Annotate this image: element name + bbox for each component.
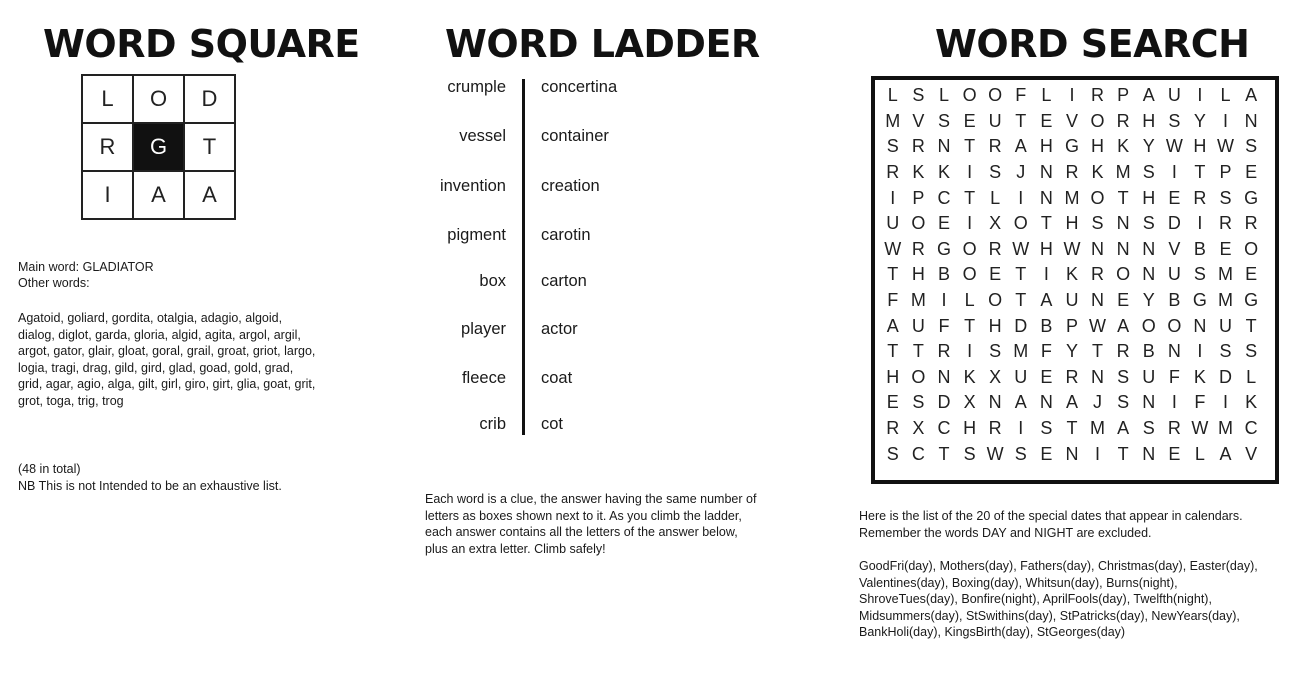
search-letter: A bbox=[1065, 392, 1078, 413]
search-letter: R bbox=[1193, 187, 1207, 208]
search-letter: L bbox=[1194, 443, 1205, 464]
main-word: Main word: GLADIATOR bbox=[18, 260, 154, 274]
search-letter: H bbox=[1193, 136, 1207, 157]
ladder-clue: box bbox=[479, 272, 506, 290]
search-letter: C bbox=[937, 418, 951, 439]
search-letter: N bbox=[937, 366, 951, 387]
search-letter: W bbox=[1217, 136, 1235, 157]
ladder-clue: crib bbox=[479, 415, 506, 433]
search-letter: A bbox=[1142, 85, 1155, 106]
search-letter: O bbox=[911, 213, 926, 234]
words-total: (48 in total) bbox=[18, 462, 81, 476]
search-letter: N bbox=[1193, 315, 1207, 336]
search-letter: H bbox=[1142, 110, 1156, 131]
ladder-answer: cot bbox=[541, 415, 564, 433]
ladder-instructions: Each word is a clue, the answer having the same number of letters as boxes shown next to it. As you climb the ladder, each answer contains all the letters of the answer below, plus an extra letter. Climb safely! bbox=[425, 492, 757, 556]
exhaustive-note: NB This is not Intended to be an exhaustive list. bbox=[18, 479, 282, 493]
search-letter: I bbox=[1018, 187, 1024, 208]
search-letter: N bbox=[1091, 290, 1105, 311]
search-letter: H bbox=[1039, 136, 1053, 157]
search-letter: V bbox=[912, 110, 925, 131]
search-letter: S bbox=[1219, 341, 1232, 362]
search-letter: T bbox=[938, 443, 950, 464]
search-letter: Y bbox=[1065, 341, 1078, 362]
search-letter: M bbox=[1218, 290, 1234, 311]
search-letter: C bbox=[911, 443, 925, 464]
search-letter: D bbox=[1014, 315, 1028, 336]
ladder-row bbox=[380, 78, 680, 102]
ladder-clue: invention bbox=[439, 177, 506, 195]
search-letter: E bbox=[1168, 187, 1181, 208]
search-letter: N bbox=[1142, 264, 1156, 285]
search-letter: N bbox=[1142, 238, 1156, 259]
search-letter: U bbox=[1065, 290, 1079, 311]
ladder-answer: carton bbox=[541, 272, 587, 290]
search-letter: T bbox=[1194, 162, 1206, 183]
search-letter: S bbox=[1091, 213, 1104, 234]
search-letter: I bbox=[1043, 264, 1049, 285]
search-letter: I bbox=[1171, 162, 1177, 183]
word-square-title: WORD SQUARE bbox=[43, 22, 360, 66]
search-letter: A bbox=[1040, 290, 1053, 311]
search-letter: L bbox=[1246, 366, 1257, 387]
search-letter: V bbox=[1245, 443, 1258, 464]
search-letter: M bbox=[1090, 418, 1106, 439]
search-letter: R bbox=[988, 238, 1002, 259]
ladder-row bbox=[380, 415, 680, 439]
word-search-grid bbox=[880, 83, 1275, 467]
search-letter: O bbox=[1141, 315, 1156, 336]
search-letter: E bbox=[1245, 264, 1258, 285]
search-letter: E bbox=[989, 264, 1002, 285]
search-letter: R bbox=[1116, 110, 1130, 131]
search-letter: A bbox=[1014, 392, 1027, 413]
search-letter: T bbox=[887, 341, 899, 362]
search-letter: D bbox=[1167, 213, 1181, 234]
search-letter: O bbox=[962, 264, 977, 285]
word-square-grid bbox=[81, 74, 236, 220]
search-letter: S bbox=[1219, 187, 1232, 208]
search-letter: M bbox=[1013, 341, 1029, 362]
search-letter: R bbox=[1091, 85, 1105, 106]
search-letter: S bbox=[886, 136, 899, 157]
search-letter: O bbox=[962, 85, 977, 106]
ladder-clue: crumple bbox=[447, 78, 506, 96]
search-letter: S bbox=[886, 443, 899, 464]
search-letter: N bbox=[1091, 366, 1105, 387]
square-cell: G bbox=[133, 123, 184, 171]
ladder-row bbox=[380, 177, 680, 201]
search-letter: K bbox=[963, 366, 976, 387]
search-letter: I bbox=[1223, 392, 1229, 413]
search-letter: I bbox=[967, 341, 973, 362]
search-letter: U bbox=[1167, 85, 1181, 106]
search-letter: O bbox=[1013, 213, 1028, 234]
search-letter: I bbox=[1095, 443, 1101, 464]
search-letter: N bbox=[1142, 392, 1156, 413]
search-letter: A bbox=[1117, 418, 1130, 439]
search-letter: N bbox=[1039, 162, 1053, 183]
search-letter: W bbox=[1165, 136, 1183, 157]
ladder-answer: concertina bbox=[541, 78, 618, 96]
search-letter: J bbox=[1016, 162, 1026, 183]
search-letter: X bbox=[912, 418, 925, 439]
search-letter: F bbox=[938, 315, 950, 336]
search-letter: V bbox=[1168, 238, 1181, 259]
word-search-title: WORD SEARCH bbox=[935, 22, 1250, 66]
search-letter: R bbox=[1116, 341, 1130, 362]
search-letter: R bbox=[911, 136, 925, 157]
search-letter: T bbox=[964, 136, 976, 157]
search-letter: S bbox=[912, 85, 925, 106]
search-letter: T bbox=[1040, 213, 1052, 234]
ladder-row bbox=[380, 320, 680, 344]
search-letter: I bbox=[1197, 341, 1203, 362]
search-letter: G bbox=[1244, 290, 1259, 311]
search-letter: R bbox=[937, 341, 951, 362]
ladder-answer: coat bbox=[541, 369, 573, 387]
search-letter: S bbox=[1142, 418, 1155, 439]
search-letter: E bbox=[1245, 162, 1258, 183]
search-letter: I bbox=[1069, 85, 1075, 106]
search-letter: R bbox=[886, 418, 900, 439]
search-letter: P bbox=[912, 187, 925, 208]
search-letter: S bbox=[1193, 264, 1206, 285]
search-letter: S bbox=[1245, 136, 1258, 157]
search-letter: S bbox=[1142, 213, 1155, 234]
search-letter: A bbox=[886, 315, 899, 336]
word-search-intro: Here is the list of the 20 of the special dates that appear in calendars. Remember the words DAY and NIGHT are excluded. bbox=[859, 509, 1243, 540]
search-letter: N bbox=[988, 392, 1002, 413]
search-letter: N bbox=[1167, 341, 1181, 362]
search-letter: S bbox=[963, 443, 976, 464]
ladder-row bbox=[380, 272, 680, 296]
search-letter: E bbox=[1040, 110, 1053, 131]
square-cell: I bbox=[82, 171, 133, 219]
search-letter: F bbox=[887, 290, 899, 311]
search-letter: T bbox=[1015, 110, 1027, 131]
search-letter: T bbox=[1066, 418, 1078, 439]
search-letter: H bbox=[988, 315, 1002, 336]
ladder-answer: carotin bbox=[541, 226, 591, 244]
search-letter: T bbox=[964, 187, 976, 208]
word-ladder-title: WORD LADDER bbox=[445, 22, 760, 66]
ladder-row bbox=[380, 369, 680, 393]
search-letter: N bbox=[1065, 443, 1079, 464]
search-letter: R bbox=[1244, 213, 1258, 234]
search-letter: K bbox=[1245, 392, 1258, 413]
search-letter: F bbox=[1040, 341, 1052, 362]
search-letter: S bbox=[1117, 366, 1130, 387]
search-letter: A bbox=[1117, 315, 1130, 336]
search-letter: H bbox=[886, 366, 900, 387]
search-letter: S bbox=[937, 110, 950, 131]
square-cell: L bbox=[82, 75, 133, 123]
search-letter: K bbox=[1117, 136, 1130, 157]
search-letter: M bbox=[885, 110, 901, 131]
search-letter: O bbox=[1167, 315, 1182, 336]
square-cell: A bbox=[184, 171, 235, 219]
search-letter: J bbox=[1093, 392, 1103, 413]
search-letter: C bbox=[1244, 418, 1258, 439]
search-letter: Y bbox=[1142, 136, 1155, 157]
search-letter: N bbox=[1039, 187, 1053, 208]
word-search-answers: GoodFri(day), Mothers(day), Fathers(day), Christmas(day), Easter(day), Valentines(day), Boxing(day), Whitsun(day), Burns(night), ShroveTues(day), Bonfire(night), AprilFools(day), Twelfth(night), Midsummers(day), StSwithins(day), StPatricks(day), NewYears(day), BankHoli(day), KingsBirth(day), StGeorges(day) bbox=[859, 559, 1258, 639]
search-letter: N bbox=[1091, 238, 1105, 259]
search-letter: T bbox=[1015, 264, 1027, 285]
search-letter: R bbox=[988, 418, 1002, 439]
search-letter: L bbox=[990, 187, 1001, 208]
search-letter: B bbox=[937, 264, 950, 285]
search-letter: R bbox=[1065, 366, 1079, 387]
search-letter: X bbox=[963, 392, 976, 413]
search-letter: M bbox=[910, 290, 926, 311]
search-letter: E bbox=[1117, 290, 1130, 311]
search-letter: F bbox=[1194, 392, 1206, 413]
search-letter: E bbox=[937, 213, 950, 234]
search-letter: O bbox=[911, 366, 926, 387]
search-letter: R bbox=[1091, 264, 1105, 285]
search-letter: U bbox=[1219, 315, 1233, 336]
search-letter: S bbox=[1040, 418, 1053, 439]
search-letter: K bbox=[1193, 366, 1206, 387]
search-letter: N bbox=[1116, 238, 1130, 259]
search-letter: N bbox=[1039, 392, 1053, 413]
search-letter: M bbox=[1115, 162, 1131, 183]
square-cell: A bbox=[133, 171, 184, 219]
search-letter: N bbox=[937, 136, 951, 157]
search-letter: E bbox=[1219, 238, 1232, 259]
square-cell: D bbox=[184, 75, 235, 123]
search-letter: I bbox=[1171, 392, 1177, 413]
search-letter: S bbox=[912, 392, 925, 413]
search-letter: O bbox=[1244, 238, 1259, 259]
search-letter: R bbox=[1167, 418, 1181, 439]
search-letter: S bbox=[1014, 443, 1027, 464]
search-letter: F bbox=[1015, 85, 1027, 106]
search-letter: U bbox=[1014, 366, 1028, 387]
search-letter: X bbox=[989, 213, 1002, 234]
search-letter: K bbox=[1091, 162, 1104, 183]
search-letter: I bbox=[967, 213, 973, 234]
search-letter: S bbox=[989, 162, 1002, 183]
search-letter: T bbox=[1015, 290, 1027, 311]
search-letter: I bbox=[1223, 110, 1229, 131]
search-letter: I bbox=[967, 162, 973, 183]
search-letter: T bbox=[1092, 341, 1104, 362]
search-letter: K bbox=[1065, 264, 1078, 285]
ladder-answer: actor bbox=[541, 320, 578, 338]
search-letter: B bbox=[1040, 315, 1053, 336]
search-letter: O bbox=[988, 290, 1003, 311]
search-letter: L bbox=[1220, 85, 1231, 106]
search-letter: D bbox=[1219, 366, 1233, 387]
search-letter: H bbox=[1065, 213, 1079, 234]
search-letter: T bbox=[1117, 443, 1129, 464]
search-letter: B bbox=[1193, 238, 1206, 259]
search-letter: L bbox=[938, 85, 949, 106]
search-letter: H bbox=[963, 418, 977, 439]
search-letter: S bbox=[1142, 162, 1155, 183]
search-letter: T bbox=[1117, 187, 1129, 208]
search-letter: T bbox=[1245, 315, 1257, 336]
search-letter: L bbox=[1041, 85, 1052, 106]
search-letter: O bbox=[1116, 264, 1131, 285]
search-letter: W bbox=[1012, 238, 1030, 259]
search-letter: U bbox=[1142, 366, 1156, 387]
search-letter: M bbox=[1218, 264, 1234, 285]
search-letter: S bbox=[1245, 341, 1258, 362]
search-letter: K bbox=[912, 162, 925, 183]
search-letter: W bbox=[1191, 418, 1209, 439]
search-letter: R bbox=[911, 238, 925, 259]
search-letter: B bbox=[1168, 290, 1181, 311]
ladder-clue: vessel bbox=[459, 127, 506, 145]
search-letter: O bbox=[1090, 187, 1105, 208]
search-letter: M bbox=[1064, 187, 1080, 208]
square-cell: R bbox=[82, 123, 133, 171]
search-letter: L bbox=[964, 290, 975, 311]
search-letter: S bbox=[989, 341, 1002, 362]
search-letter: I bbox=[941, 290, 947, 311]
word-search-frame bbox=[871, 76, 1279, 484]
search-letter: Y bbox=[1193, 110, 1206, 131]
search-letter: S bbox=[1168, 110, 1181, 131]
square-cell: T bbox=[184, 123, 235, 171]
search-letter: X bbox=[989, 366, 1002, 387]
search-letter: O bbox=[962, 238, 977, 259]
search-letter: C bbox=[937, 187, 951, 208]
search-letter: N bbox=[1142, 443, 1156, 464]
search-letter: E bbox=[1168, 443, 1181, 464]
search-letter: V bbox=[1065, 110, 1078, 131]
ladder-row bbox=[380, 127, 680, 151]
search-letter: T bbox=[964, 315, 976, 336]
search-letter: W bbox=[1089, 315, 1107, 336]
search-letter: E bbox=[963, 110, 976, 131]
search-letter: H bbox=[1091, 136, 1105, 157]
search-letter: E bbox=[1040, 366, 1053, 387]
square-cell: O bbox=[133, 75, 184, 123]
search-letter: N bbox=[1244, 110, 1258, 131]
search-letter: R bbox=[988, 136, 1002, 157]
other-words-list: Agatoid, goliard, gordita, otalgia, adagio, algoid, dialog, diglot, garda, gloria, algid, agita, argol, argil, argot, gator, glair, gloat, goral, grail, groat, griot, largo, logia, tragi, drag, gild, gird, glad, goad, gold, grad, grid, agar, agio, alga, gilt, girl, giro, girt, glia, goat, grit, grot, toga, trig, trog bbox=[18, 311, 316, 408]
search-letter: U bbox=[911, 315, 925, 336]
ladder-clue: pigment bbox=[447, 226, 506, 244]
ladder-answer: creation bbox=[541, 177, 600, 195]
search-letter: U bbox=[1167, 264, 1181, 285]
search-letter: L bbox=[887, 85, 898, 106]
search-letter: W bbox=[1063, 238, 1081, 259]
search-letter: B bbox=[1142, 341, 1155, 362]
search-letter: E bbox=[886, 392, 899, 413]
search-letter: H bbox=[1039, 238, 1053, 259]
search-letter: I bbox=[1018, 418, 1024, 439]
search-letter: H bbox=[911, 264, 925, 285]
other-words-label: Other words: bbox=[18, 276, 90, 290]
search-letter: P bbox=[1065, 315, 1078, 336]
search-letter: R bbox=[1219, 213, 1233, 234]
search-letter: K bbox=[937, 162, 950, 183]
search-letter: N bbox=[1116, 213, 1130, 234]
search-letter: A bbox=[1219, 443, 1232, 464]
search-letter: W bbox=[986, 443, 1004, 464]
search-letter: R bbox=[1065, 162, 1079, 183]
search-letter: A bbox=[1014, 136, 1027, 157]
ladder-clue: fleece bbox=[461, 369, 506, 387]
ladder-row bbox=[380, 226, 680, 250]
search-letter: U bbox=[988, 110, 1002, 131]
search-letter: T bbox=[887, 264, 899, 285]
search-letter: O bbox=[1090, 110, 1105, 131]
search-letter: T bbox=[912, 341, 924, 362]
search-letter: I bbox=[1197, 85, 1203, 106]
search-letter: G bbox=[1064, 136, 1079, 157]
search-letter: G bbox=[936, 238, 951, 259]
search-letter: D bbox=[937, 392, 951, 413]
ladder-answer: container bbox=[541, 127, 609, 145]
search-letter: M bbox=[1218, 418, 1234, 439]
search-letter: I bbox=[1197, 213, 1203, 234]
ladder-clue: player bbox=[461, 320, 506, 338]
search-letter: S bbox=[1117, 392, 1130, 413]
search-letter: W bbox=[884, 238, 902, 259]
search-letter: G bbox=[1244, 187, 1259, 208]
search-letter: P bbox=[1219, 162, 1232, 183]
search-letter: H bbox=[1142, 187, 1156, 208]
search-letter: U bbox=[886, 213, 900, 234]
search-letter: A bbox=[1245, 85, 1258, 106]
search-letter: P bbox=[1117, 85, 1130, 106]
search-letter: G bbox=[1192, 290, 1207, 311]
search-letter: O bbox=[988, 85, 1003, 106]
search-letter: F bbox=[1168, 366, 1180, 387]
search-letter: I bbox=[890, 187, 896, 208]
search-letter: Y bbox=[1142, 290, 1155, 311]
search-letter: E bbox=[1040, 443, 1053, 464]
search-letter: R bbox=[886, 162, 900, 183]
